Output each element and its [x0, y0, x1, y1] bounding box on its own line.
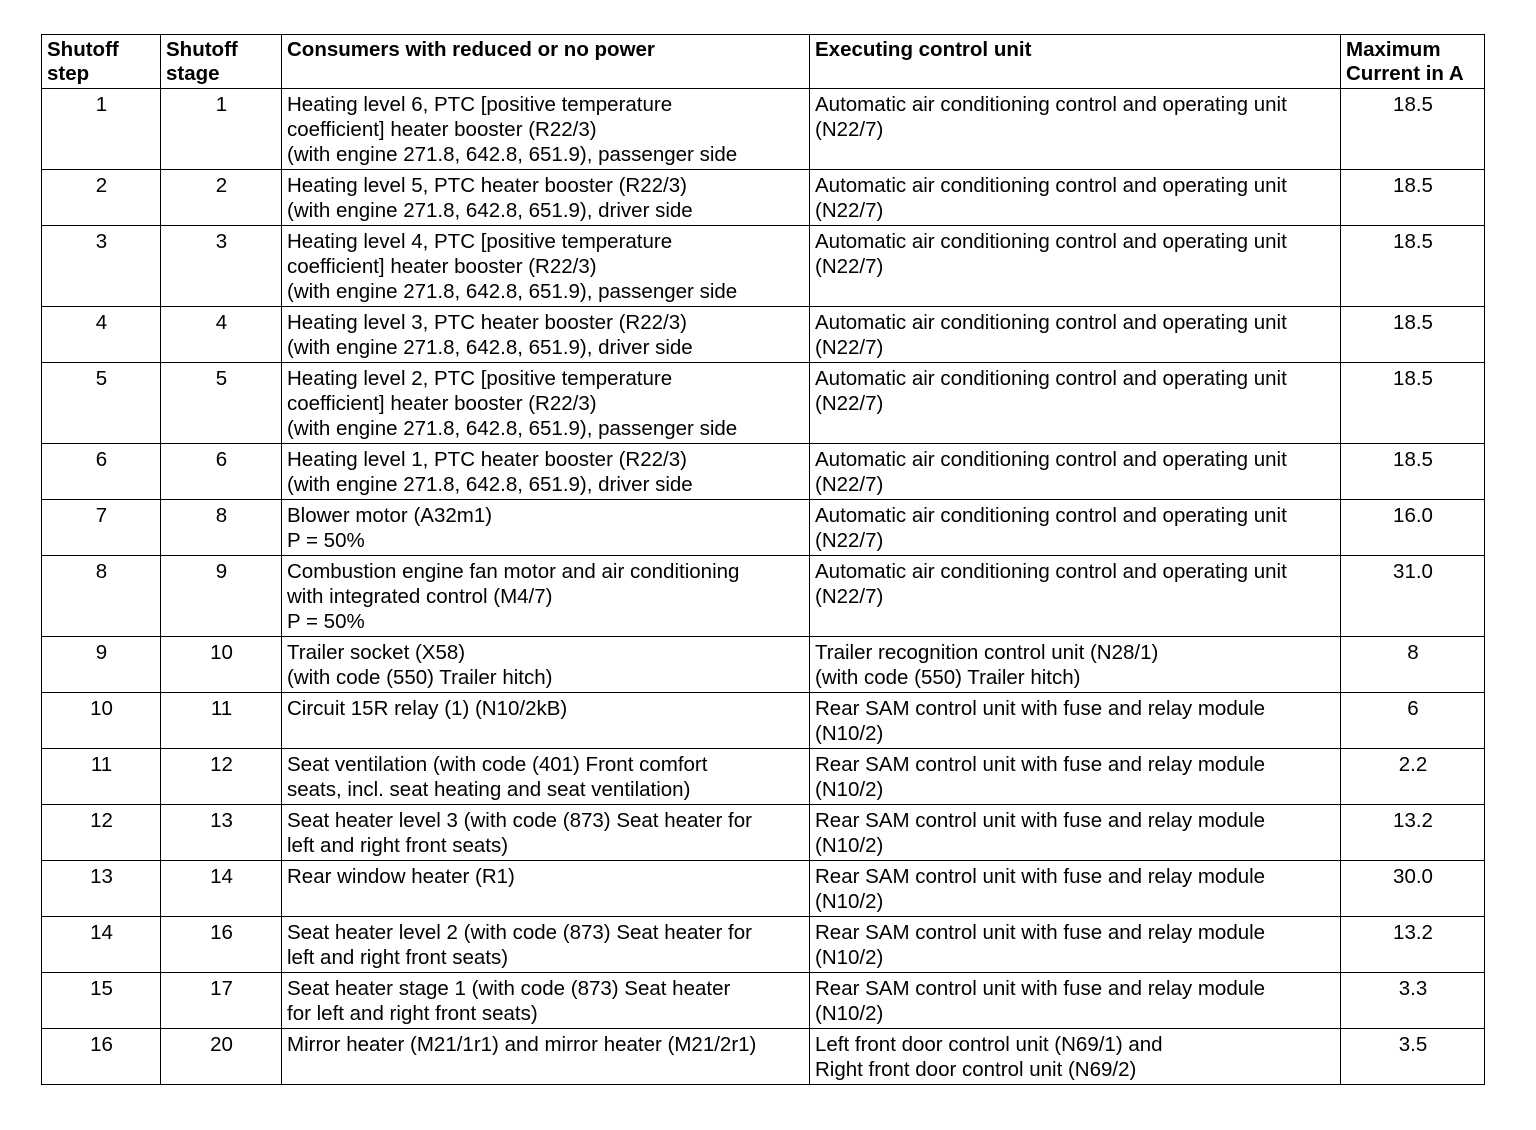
cell-line: Rear SAM control unit with fuse and relay module — [815, 697, 1266, 720]
cell-control-unit — [810, 749, 1341, 805]
cell-shutoff-step: 16 — [42, 1029, 161, 1085]
shutoff-table — [41, 34, 1485, 1085]
cell-shutoff-step: 15 — [42, 973, 161, 1029]
cell-line: Mirror heater (M21/1r1) and mirror heater (M21/2r1) — [287, 1033, 757, 1056]
table-row — [42, 170, 1485, 226]
cell-shutoff-step: 11 — [42, 749, 161, 805]
cell-shutoff-stage: 10 — [161, 637, 282, 693]
cell-line: Automatic air conditioning control and operating unit — [815, 448, 1287, 471]
cell-max-current: 8 — [1341, 637, 1485, 693]
header-control-unit — [810, 35, 1341, 89]
cell-control-unit — [810, 861, 1341, 917]
cell-line: Automatic air conditioning control and operating unit — [815, 560, 1287, 583]
cell-line: Blower motor (A32m1) — [287, 504, 493, 527]
table-row — [42, 444, 1485, 500]
cell-line: Trailer socket (X58) — [287, 641, 466, 664]
cell-control-unit — [810, 363, 1341, 444]
cell-shutoff-step: 1 — [42, 89, 161, 170]
table-row — [42, 89, 1485, 170]
cell-line: (N22/7) — [815, 473, 884, 496]
cell-max-current: 2.2 — [1341, 749, 1485, 805]
cell-control-unit — [810, 973, 1341, 1029]
cell-line: (N10/2) — [815, 1002, 884, 1025]
cell-line: P = 50% — [287, 610, 365, 633]
cell-shutoff-stage: 9 — [161, 556, 282, 637]
cell-consumers — [282, 693, 810, 749]
header-row — [42, 35, 1485, 89]
cell-consumers — [282, 749, 810, 805]
cell-line: Seat heater level 3 (with code (873) Seat heater for — [287, 809, 752, 832]
table-body — [42, 89, 1485, 1085]
cell-consumers — [282, 89, 810, 170]
cell-shutoff-step: 10 — [42, 693, 161, 749]
cell-max-current: 18.5 — [1341, 307, 1485, 363]
cell-shutoff-step: 6 — [42, 444, 161, 500]
header-shutoff-step — [42, 35, 161, 89]
table-row — [42, 226, 1485, 307]
cell-line: Left front door control unit (N69/1) and — [815, 1033, 1163, 1056]
cell-line: (N22/7) — [815, 529, 884, 552]
header-line: Current in A — [1346, 62, 1464, 85]
cell-control-unit — [810, 1029, 1341, 1085]
cell-consumers — [282, 1029, 810, 1085]
cell-line: coefficient] heater booster (R22/3) — [287, 118, 597, 141]
cell-line: Automatic air conditioning control and operating unit — [815, 367, 1287, 390]
header-max-current — [1341, 35, 1485, 89]
cell-shutoff-stage: 6 — [161, 444, 282, 500]
cell-shutoff-step: 9 — [42, 637, 161, 693]
cell-max-current: 13.2 — [1341, 917, 1485, 973]
cell-shutoff-stage: 11 — [161, 693, 282, 749]
cell-line: P = 50% — [287, 529, 365, 552]
cell-line: (N22/7) — [815, 585, 884, 608]
header-line: stage — [166, 62, 220, 85]
cell-control-unit — [810, 170, 1341, 226]
cell-shutoff-step: 8 — [42, 556, 161, 637]
cell-line: Automatic air conditioning control and operating unit — [815, 311, 1287, 334]
cell-line: Automatic air conditioning control and operating unit — [815, 174, 1287, 197]
cell-shutoff-stage: 13 — [161, 805, 282, 861]
cell-line: Heating level 2, PTC [positive temperature — [287, 367, 673, 390]
table-header — [42, 35, 1485, 89]
cell-max-current: 16.0 — [1341, 500, 1485, 556]
cell-consumers — [282, 444, 810, 500]
cell-line: Automatic air conditioning control and operating unit — [815, 504, 1287, 527]
cell-consumers — [282, 556, 810, 637]
cell-max-current: 18.5 — [1341, 444, 1485, 500]
cell-consumers — [282, 226, 810, 307]
table-row — [42, 861, 1485, 917]
cell-shutoff-stage: 16 — [161, 917, 282, 973]
cell-shutoff-step: 4 — [42, 307, 161, 363]
cell-control-unit — [810, 307, 1341, 363]
cell-line: (N22/7) — [815, 199, 884, 222]
cell-line: Rear SAM control unit with fuse and relay module — [815, 977, 1266, 1000]
cell-line: Seat heater stage 1 (with code (873) Seat heater — [287, 977, 731, 1000]
cell-line: with integrated control (M4/7) — [287, 585, 553, 608]
cell-line: (with engine 271.8, 642.8, 651.9), passenger side — [287, 417, 738, 440]
cell-line: (N10/2) — [815, 778, 884, 801]
header-line: Shutoff — [47, 38, 119, 61]
cell-line: Automatic air conditioning control and operating unit — [815, 230, 1287, 253]
cell-line: (N22/7) — [815, 118, 884, 141]
header-line: Shutoff — [166, 38, 238, 61]
cell-line: Right front door control unit (N69/2) — [815, 1058, 1137, 1081]
cell-line: Heating level 1, PTC heater booster (R22/3) — [287, 448, 687, 471]
cell-consumers — [282, 500, 810, 556]
cell-line: Rear SAM control unit with fuse and relay module — [815, 753, 1266, 776]
cell-line: Rear SAM control unit with fuse and relay module — [815, 921, 1266, 944]
cell-shutoff-step: 13 — [42, 861, 161, 917]
cell-control-unit — [810, 444, 1341, 500]
cell-line: (with engine 271.8, 642.8, 651.9), driver side — [287, 199, 693, 222]
cell-shutoff-step: 14 — [42, 917, 161, 973]
table-row — [42, 693, 1485, 749]
cell-max-current: 18.5 — [1341, 226, 1485, 307]
cell-consumers — [282, 805, 810, 861]
cell-line: Rear SAM control unit with fuse and relay module — [815, 865, 1266, 888]
cell-line: coefficient] heater booster (R22/3) — [287, 255, 597, 278]
cell-line: Trailer recognition control unit (N28/1) — [815, 641, 1159, 664]
cell-max-current: 3.5 — [1341, 1029, 1485, 1085]
cell-consumers — [282, 917, 810, 973]
cell-line: left and right front seats) — [287, 834, 509, 857]
cell-line: (N10/2) — [815, 722, 884, 745]
cell-max-current: 6 — [1341, 693, 1485, 749]
cell-line: Circuit 15R relay (1) (N10/2kB) — [287, 697, 568, 720]
table-row — [42, 637, 1485, 693]
cell-line: coefficient] heater booster (R22/3) — [287, 392, 597, 415]
cell-consumers — [282, 637, 810, 693]
cell-control-unit — [810, 693, 1341, 749]
table-row — [42, 363, 1485, 444]
cell-line: Combustion engine fan motor and air conditioning — [287, 560, 740, 583]
cell-consumers — [282, 363, 810, 444]
cell-line: (with engine 271.8, 642.8, 651.9), passenger side — [287, 280, 738, 303]
header-shutoff-stage — [161, 35, 282, 89]
table-row — [42, 307, 1485, 363]
cell-shutoff-step: 12 — [42, 805, 161, 861]
cell-control-unit — [810, 805, 1341, 861]
cell-shutoff-step: 7 — [42, 500, 161, 556]
table-row — [42, 749, 1485, 805]
cell-max-current: 18.5 — [1341, 363, 1485, 444]
cell-shutoff-stage: 17 — [161, 973, 282, 1029]
cell-shutoff-stage: 1 — [161, 89, 282, 170]
table-row — [42, 805, 1485, 861]
cell-shutoff-stage: 20 — [161, 1029, 282, 1085]
cell-shutoff-stage: 3 — [161, 226, 282, 307]
header-line: step — [47, 62, 90, 85]
cell-line: (N22/7) — [815, 255, 884, 278]
cell-shutoff-stage: 12 — [161, 749, 282, 805]
cell-max-current: 13.2 — [1341, 805, 1485, 861]
cell-line: (N10/2) — [815, 890, 884, 913]
cell-line: Seat ventilation (with code (401) Front comfort — [287, 753, 708, 776]
cell-line: (with engine 271.8, 642.8, 651.9), driver side — [287, 336, 693, 359]
cell-line: (N22/7) — [815, 336, 884, 359]
cell-line: left and right front seats) — [287, 946, 509, 969]
table-row — [42, 500, 1485, 556]
cell-max-current: 31.0 — [1341, 556, 1485, 637]
cell-consumers — [282, 861, 810, 917]
cell-line: for left and right front seats) — [287, 1002, 538, 1025]
header-line: Executing control unit — [815, 38, 1032, 61]
cell-line: Heating level 4, PTC [positive temperature — [287, 230, 673, 253]
cell-consumers — [282, 170, 810, 226]
cell-shutoff-stage: 8 — [161, 500, 282, 556]
cell-line: Automatic air conditioning control and operating unit — [815, 93, 1287, 116]
cell-consumers — [282, 973, 810, 1029]
cell-max-current: 18.5 — [1341, 89, 1485, 170]
table-row — [42, 1029, 1485, 1085]
cell-max-current: 30.0 — [1341, 861, 1485, 917]
cell-control-unit — [810, 226, 1341, 307]
cell-control-unit — [810, 500, 1341, 556]
cell-control-unit — [810, 637, 1341, 693]
header-line: Maximum — [1346, 38, 1441, 61]
cell-line: Rear SAM control unit with fuse and relay module — [815, 809, 1266, 832]
cell-line: (with engine 271.8, 642.8, 651.9), passenger side — [287, 143, 738, 166]
cell-line: Heating level 6, PTC [positive temperature — [287, 93, 673, 116]
cell-shutoff-stage: 5 — [161, 363, 282, 444]
cell-line: Heating level 5, PTC heater booster (R22/3) — [287, 174, 687, 197]
cell-shutoff-stage: 2 — [161, 170, 282, 226]
cell-line: Seat heater level 2 (with code (873) Seat heater for — [287, 921, 752, 944]
table-row — [42, 917, 1485, 973]
cell-shutoff-step: 3 — [42, 226, 161, 307]
cell-shutoff-stage: 4 — [161, 307, 282, 363]
cell-max-current: 18.5 — [1341, 170, 1485, 226]
cell-line: (N10/2) — [815, 946, 884, 969]
cell-line: (with code (550) Trailer hitch) — [287, 666, 553, 689]
cell-line: Rear window heater (R1) — [287, 865, 515, 888]
cell-shutoff-stage: 14 — [161, 861, 282, 917]
header-consumers — [282, 35, 810, 89]
cell-shutoff-step: 2 — [42, 170, 161, 226]
header-line: Consumers with reduced or no power — [287, 38, 655, 61]
cell-line: (N22/7) — [815, 392, 884, 415]
table-row — [42, 973, 1485, 1029]
cell-line: (with engine 271.8, 642.8, 651.9), driver side — [287, 473, 693, 496]
table-row — [42, 556, 1485, 637]
cell-max-current: 3.3 — [1341, 973, 1485, 1029]
cell-line: (N10/2) — [815, 834, 884, 857]
cell-line: seats, incl. seat heating and seat ventilation) — [287, 778, 691, 801]
cell-control-unit — [810, 556, 1341, 637]
cell-shutoff-step: 5 — [42, 363, 161, 444]
cell-line: Heating level 3, PTC heater booster (R22/3) — [287, 311, 687, 334]
cell-control-unit — [810, 917, 1341, 973]
cell-line: (with code (550) Trailer hitch) — [815, 666, 1081, 689]
cell-consumers — [282, 307, 810, 363]
cell-control-unit — [810, 89, 1341, 170]
